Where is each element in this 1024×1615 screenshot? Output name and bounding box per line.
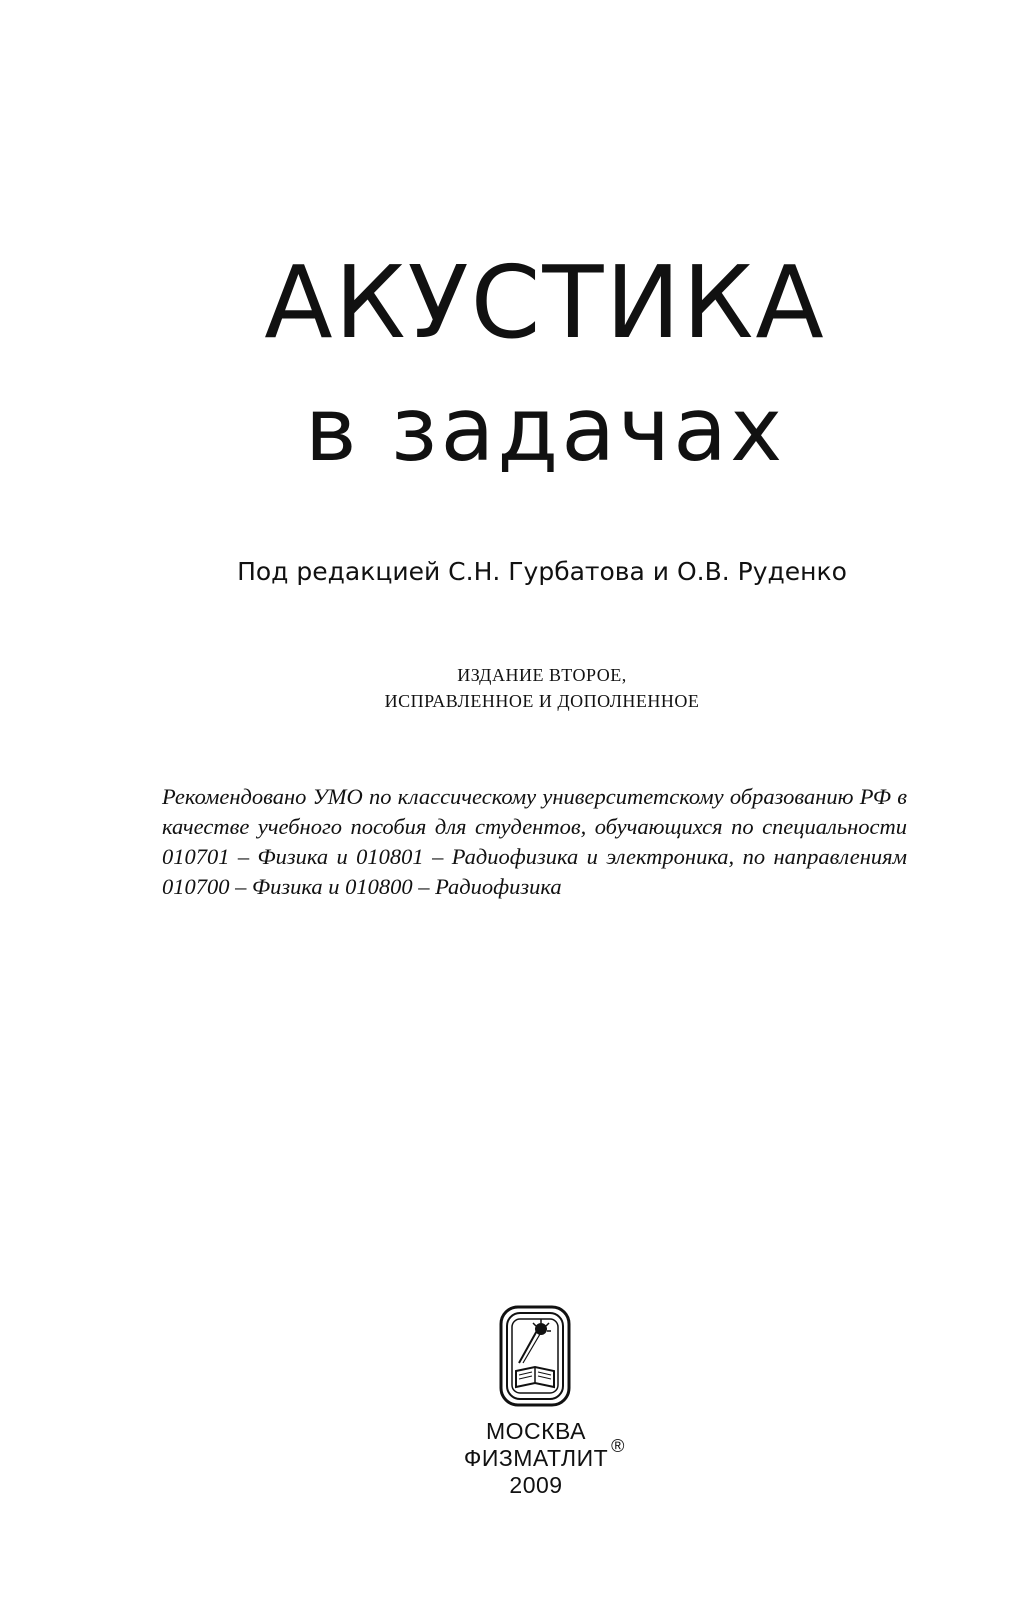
book-title: АКУСТИКА (264, 244, 826, 361)
publication-year: 2009 (509, 1472, 563, 1498)
publisher-imprint (0, 1418, 1024, 1499)
editors-line: Под редакцией С.Н. Гурбатова и О.В. Руденко (237, 557, 847, 586)
registered-mark: ® (611, 1436, 625, 1456)
book-subtitle: в задачах (304, 378, 786, 481)
recommendation-text: Рекомендовано УМО по классическому университетскому образованию РФ в качестве учебного пособия для студентов, обучающихся по специальности 010701 – Физика и 010801 – Радиофизика и электроника, по направлениям 010700 – Физика и 010800 – Радиофизика (162, 784, 907, 899)
edition-info (0, 662, 1024, 714)
edition-line-2: ИСПРАВЛЕННОЕ И ДОПОЛНЕННОЕ (384, 691, 700, 711)
publisher-city: МОСКВА (486, 1418, 586, 1444)
publisher-name-line (0, 1436, 1024, 1472)
edition-line-1: ИЗДАНИЕ ВТОРОЕ, (457, 665, 627, 685)
publisher-logo-icon (499, 1305, 571, 1407)
publisher-name: ФИЗМАТЛИТ (463, 1445, 609, 1471)
